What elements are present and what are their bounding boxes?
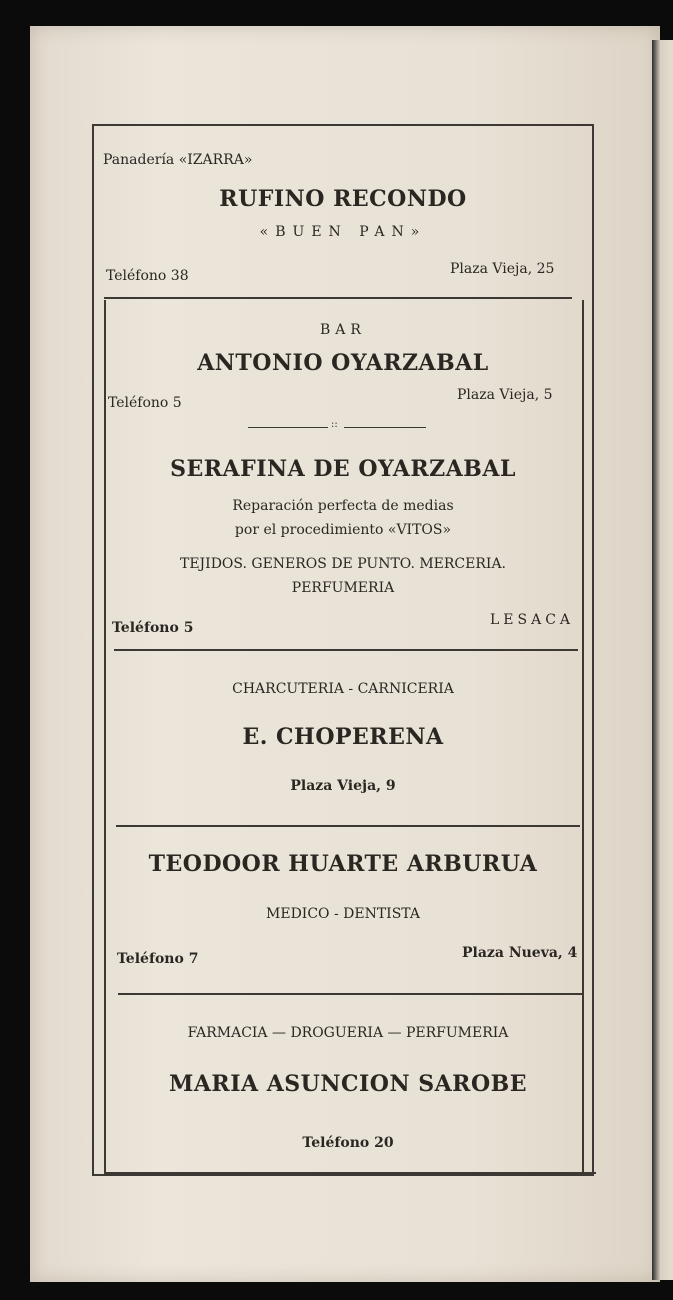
ad1-address: Plaza Vieja, 25: [450, 261, 555, 277]
ad4-kind: CHARCUTERIA - CARNICERIA: [232, 681, 454, 697]
ad5-address: Plaza Nueva, 4: [462, 945, 578, 961]
ad2-phone: Teléfono 5: [108, 395, 182, 411]
ornament-mark: ::: [331, 419, 338, 430]
ad3-town: LESACA: [490, 612, 575, 628]
ad3-line1: Reparación perfecta de medias: [232, 498, 454, 514]
ad3-name: SERAFINA DE OYARZABAL: [170, 456, 516, 482]
ad6-kind: FARMACIA — DROGUERIA — PERFUMERIA: [187, 1025, 509, 1041]
ad2-kind: BAR: [320, 322, 366, 338]
ornament-left: [248, 427, 328, 428]
ad1-phone: Teléfono 38: [106, 268, 189, 284]
bottom-rule: [106, 1172, 596, 1174]
ad1-tagline: «BUEN PAN»: [259, 224, 427, 240]
page-fold-edge: [652, 40, 673, 1280]
ad5-name: TEODOOR HUARTE ARBURUA: [148, 851, 538, 877]
divider-1: [104, 297, 572, 299]
ad6-phone: Teléfono 20: [302, 1135, 394, 1151]
ad1-name: RUFINO RECONDO: [219, 186, 467, 212]
ad2-address: Plaza Vieja, 5: [457, 387, 553, 403]
ornament-right: [344, 427, 426, 428]
ad6-name: MARIA ASUNCION SAROBE: [169, 1071, 527, 1097]
ad4-name: E. CHOPERENA: [242, 724, 444, 750]
ad5-kind: MEDICO - DENTISTA: [266, 906, 420, 922]
ad4-address: Plaza Vieja, 9: [290, 778, 396, 794]
ad3-phone: Teléfono 5: [112, 620, 194, 636]
ad5-phone: Teléfono 7: [117, 951, 199, 967]
ad2-name: ANTONIO OYARZABAL: [197, 350, 489, 376]
divider-3: [116, 825, 580, 827]
divider-4: [118, 993, 582, 995]
ad3-line4: PERFUMERIA: [291, 580, 395, 596]
ad3-line2: por el procedimiento «VITOS»: [234, 522, 452, 538]
divider-2: [114, 649, 578, 651]
ad1-shop: Panadería «IZARRA»: [103, 152, 253, 168]
ad3-line3: TEJIDOS. GENEROS DE PUNTO. MERCERIA.: [180, 556, 506, 572]
